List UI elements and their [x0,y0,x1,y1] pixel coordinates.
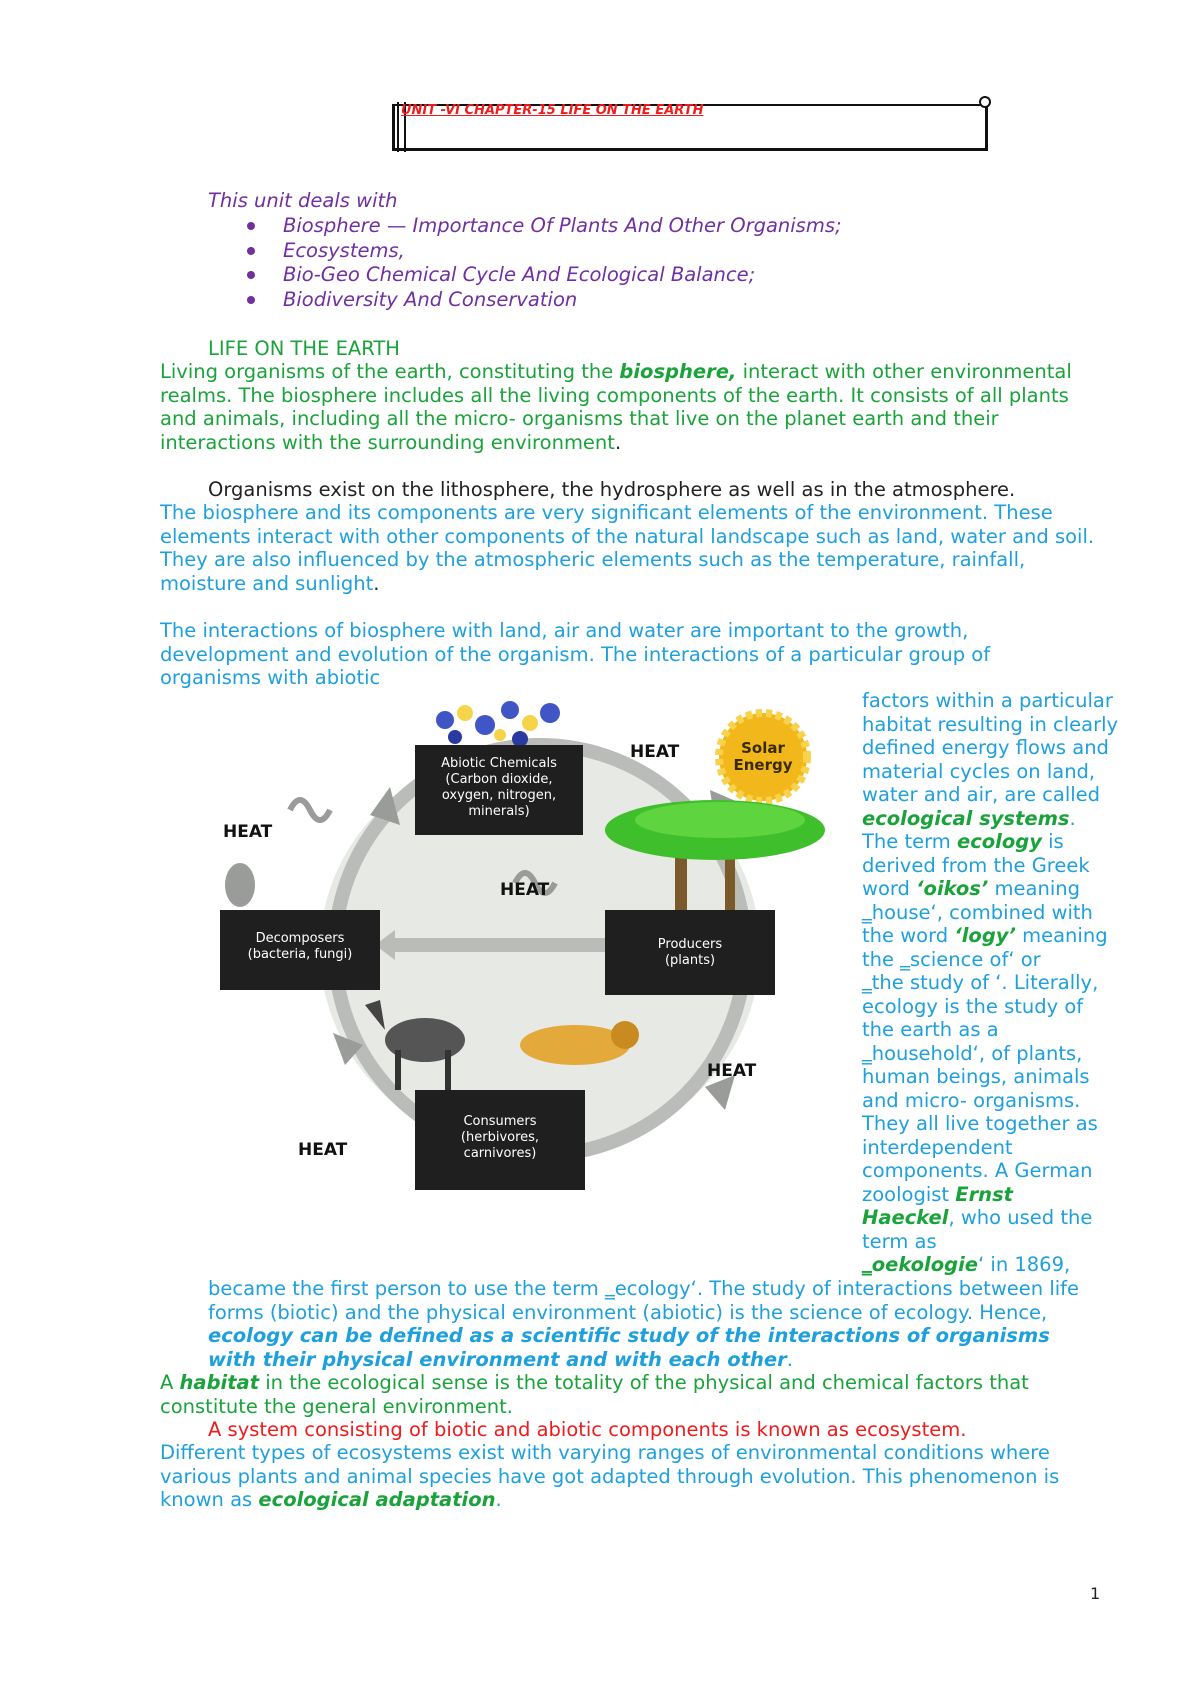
paragraph-biosphere: Living organisms of the earth, constituting the biosphere, interact with other environmental realms. The biosphere includes all the living components of the earth. It consists of all plants and animals, including all the micro- organisms that live on the planet earth and their interactions with the surrounding environment. [160,360,1072,454]
bullet-icon [247,247,255,255]
paragraph-adaptation: Different types of ecosystems exist with varying ranges of environmental conditions where various plants and animal species have got adapted through evolution. This phenomenon is known as ecological adaptation. [160,1441,1060,1511]
intro-lead: This unit deals with [208,189,398,212]
heat-label: HEAT [298,1140,348,1160]
topic-item: Ecosystems, [247,239,842,264]
svg-text:Energy: Energy [733,756,793,774]
svg-text:(plants): (plants) [664,953,716,968]
chapter-title: UNIT -VI CHAPTER-15 LIFE ON THE EARTH [401,103,704,118]
term-ernst: Ernst [955,1182,1013,1206]
bullet-icon [247,296,255,304]
svg-text:Producers: Producers [657,937,723,952]
topic-item: Biodiversity And Conservation [247,288,842,313]
node-consumers [415,1090,585,1190]
title-box-knob [979,96,991,108]
heat-label: HEAT [707,1061,757,1081]
svg-text:(Carbon dioxide,: (Carbon dioxide, [445,772,553,787]
ecosystem-cycle-diagram [215,695,845,1195]
log-icon [225,863,255,907]
term-logy: ‘logy’ [954,924,1016,947]
term-haeckel: Haeckel [862,1206,949,1229]
bullet-icon [247,271,255,279]
svg-text:Consumers: Consumers [463,1114,537,1129]
svg-text:minerals): minerals) [468,804,530,819]
topic-list [247,214,842,312]
paragraph-components: The biosphere and its components are very significant elements of the environment. These elements interact with other components of the natural landscape such as land, water and soil. They are also influenced by the atmospheric elements such as the temperature, rainfall, moisture and sunlight. [160,501,1095,595]
section-heading: LIFE ON THE EARTH [208,337,400,360]
chapter-title-box [392,104,988,151]
heat-label: HEAT [500,880,550,900]
ecosystem-definition: A system consisting of biotic and abiotic components is known as ecosystem. [208,1418,967,1441]
paragraph-interactions: The interactions of biosphere with land, air and water are important to the growth, development and evolution of the organism. The interactions of a particular group of organisms with abiotic [160,619,991,689]
paragraph-habitat: A habitat in the ecological sense is the totality of the physical and chemical factors that constitute the general environment. [160,1371,1029,1418]
page-number: 1 [1090,1584,1101,1603]
term-habitat: habitat [179,1371,260,1394]
term-oekologie: ‗oekologie [862,1253,978,1276]
heat-label: HEAT [630,742,680,762]
heat-label: HEAT [223,822,273,842]
topic-item: Bio-Geo Chemical Cycle And Ecological Balance; [247,263,842,288]
svg-text:(bacteria, fungi): (bacteria, fungi) [247,947,353,962]
svg-text:(herbivores,: (herbivores, [460,1130,540,1145]
side-column-text: factors within a particular habitat resulting in clearly defined energy flows and material cycles on land, water and air, are called ecological systems. The term ecology is derived from the Greek word ‘oikos’ meaning ‗house‘, combined with the word ‘logy’ meaning the ‗science of‘ or ‗the study of ‘. Literally, ecology is the study of the earth as a ‗household‘, of plants, human beings, animals and micro- organisms. They all live together as interdependent components. A German zoologist Ernst Haeckel, who used the term as ‗oekologie‘ in 1869, [862,689,1119,1276]
heat-wave-icon [290,800,330,820]
term-biosphere: biosphere, [619,360,737,383]
svg-text:Abiotic Chemicals: Abiotic Chemicals [441,756,557,771]
node-abiotic-chemicals [415,701,583,835]
svg-text:Decomposers: Decomposers [255,931,345,946]
svg-text:carnivores): carnivores) [463,1146,537,1161]
term-ecology: ecology [956,830,1042,853]
node-producers [605,910,775,995]
term-oikos: ‘oikos’ [916,877,989,900]
topic-item: Biosphere — Importance Of Plants And Other Organisms; [247,214,842,239]
solar-energy-sun [719,713,807,801]
paragraph-ecology-definition: became the first person to use the term ‗ecology‘. The study of interactions between life forms (biotic) and the physical environment (abiotic) is the science of ecology. Hence, ecology can be defined as a scientific study of the interactions of organisms with their physical environment and with each other. [208,1277,1080,1371]
paragraph-organisms: Organisms exist on the lithosphere, the hydrosphere as well as in the atmosphere. [208,478,1016,501]
term-ecological-systems: ecological systems [862,806,1070,830]
term-ecological-adaptation: ecological adaptation [258,1488,496,1511]
svg-text:Solar: Solar [741,739,785,757]
svg-text:oxygen, nitrogen,: oxygen, nitrogen, [441,788,557,803]
bullet-icon [247,222,255,230]
